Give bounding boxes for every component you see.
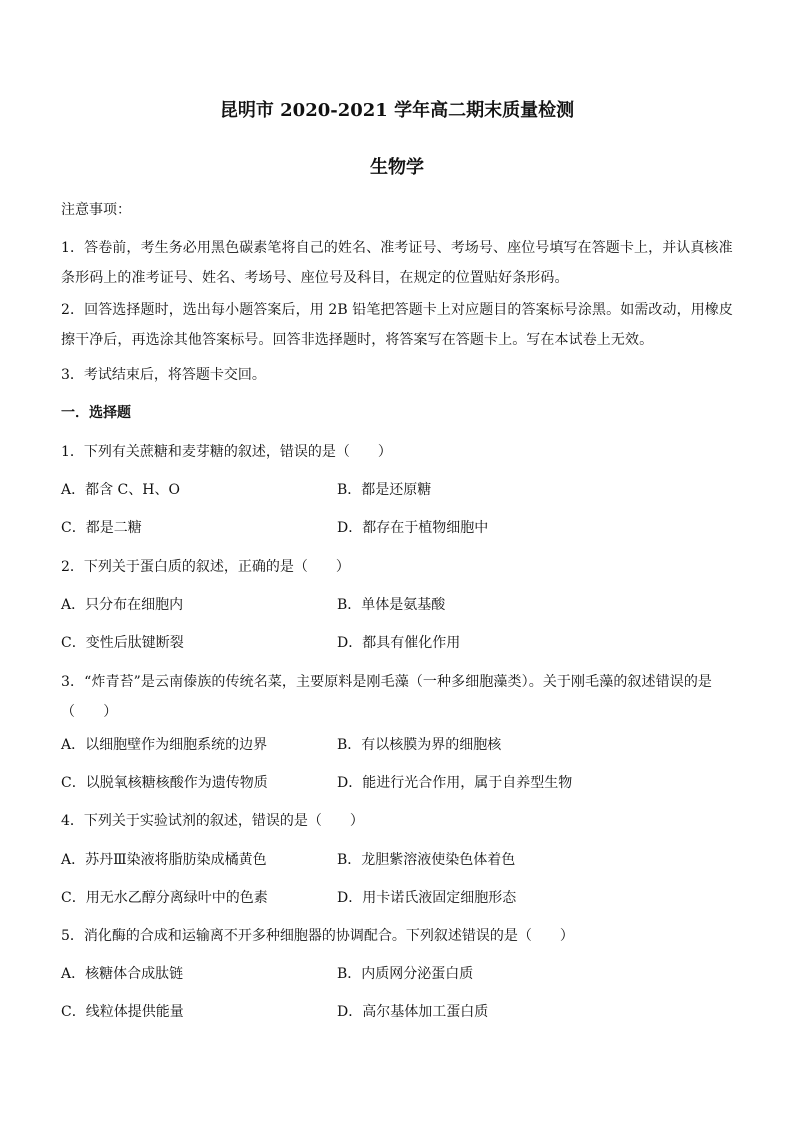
notice-item-1: 1．答卷前，考生务必用黑色碳素笔将自己的姓名、准考证号、考场号、座位号填写在答题卡上，并认真核准条形码上的准考证号、姓名、考场号、座位号及科目，在规定的位置贴好条形码。: [61, 240, 733, 286]
question-5-option-b: B．内质网分泌蛋白质: [337, 966, 474, 982]
question-5-options-row-2: [61, 997, 741, 1027]
question-1-option-a: A．都含 C、H、O: [61, 482, 180, 498]
question-5-stem: 5．消化酶的合成和运输离不开多种细胞器的协调配合。下列叙述错误的是（ ）: [61, 928, 574, 944]
question-2-option-d: D．都具有催化作用: [337, 635, 461, 651]
question-1-option-d: D．都存在于植物细胞中: [337, 520, 489, 536]
question-4-option-c: C．用无水乙醇分离绿叶中的色素: [61, 890, 268, 906]
notice-heading: 注意事项：: [61, 202, 131, 218]
question-5-option-c: C．线粒体提供能量: [61, 1004, 184, 1020]
question-4-options-row-1: [61, 845, 741, 875]
question-3-option-d: D．能进行光合作用，属于自养型生物: [337, 775, 573, 791]
question-4-option-a: A．苏丹Ⅲ染液将脂肪染成橘黄色: [61, 852, 267, 868]
question-5-option-a: A．核糖体合成肽链: [61, 966, 184, 982]
question-3-option-c: C．以脱氧核糖核酸作为遗传物质: [61, 775, 268, 791]
exam-subject: 生物学: [370, 157, 424, 178]
exam-title: 昆明市 2020-2021 学年高二期末质量检测: [219, 100, 575, 121]
question-3-stem: 3．“炸青苔”是云南傣族的传统名菜，主要原料是刚毛藻（一种多细胞藻类）。关于刚毛藻的叙述错误的是（ ）: [61, 674, 713, 720]
question-1-options-row-1: [61, 475, 741, 505]
notice-item-3: 3．考试结束后，将答题卡交回。: [61, 367, 266, 383]
question-4-options-row-2: [61, 883, 741, 913]
question-2-option-b: B．单体是氨基酸: [337, 597, 446, 613]
question-2-option-a: A．只分布在细胞内: [61, 597, 184, 613]
question-2-stem: 2．下列关于蛋白质的叙述，正确的是（ ）: [61, 559, 350, 575]
question-1-options-row-2: [61, 513, 741, 543]
question-5-option-d: D．高尔基体加工蛋白质: [337, 1004, 489, 1020]
question-3-options-row-2: [61, 768, 741, 798]
question-2-option-c: C．变性后肽键断裂: [61, 635, 184, 651]
question-2-options-row-2: [61, 628, 741, 658]
question-1-option-b: B．都是还原糖: [337, 482, 432, 498]
question-2-options-row-1: [61, 590, 741, 620]
question-4-option-d: D．用卡诺氏液固定细胞形态: [337, 890, 517, 906]
question-1-option-c: C．都是二糖: [61, 520, 142, 536]
question-1-stem: 1．下列有关蔗糖和麦芽糖的叙述，错误的是（ ）: [61, 444, 392, 460]
question-4-stem: 4．下列关于实验试剂的叙述，错误的是（ ）: [61, 813, 364, 829]
notice-item-2: 2．回答选择题时，选出每小题答案后，用 2B 铅笔把答题卡上对应题目的答案标号涂黑。如需改动，用橡皮擦干净后，再选涂其他答案标号。回答非选择题时，将答案写在答题卡上。写在本试卷上无效。: [61, 302, 733, 348]
question-3-option-b: B．有以核膜为界的细胞核: [337, 737, 502, 753]
section-heading: 一．选择题: [61, 405, 131, 421]
question-4-option-b: B．龙胆紫溶液使染色体着色: [337, 852, 516, 868]
question-5-options-row-1: [61, 959, 741, 989]
question-3-option-a: A．以细胞壁作为细胞系统的边界: [61, 737, 268, 753]
question-3-options-row-1: [61, 730, 741, 760]
